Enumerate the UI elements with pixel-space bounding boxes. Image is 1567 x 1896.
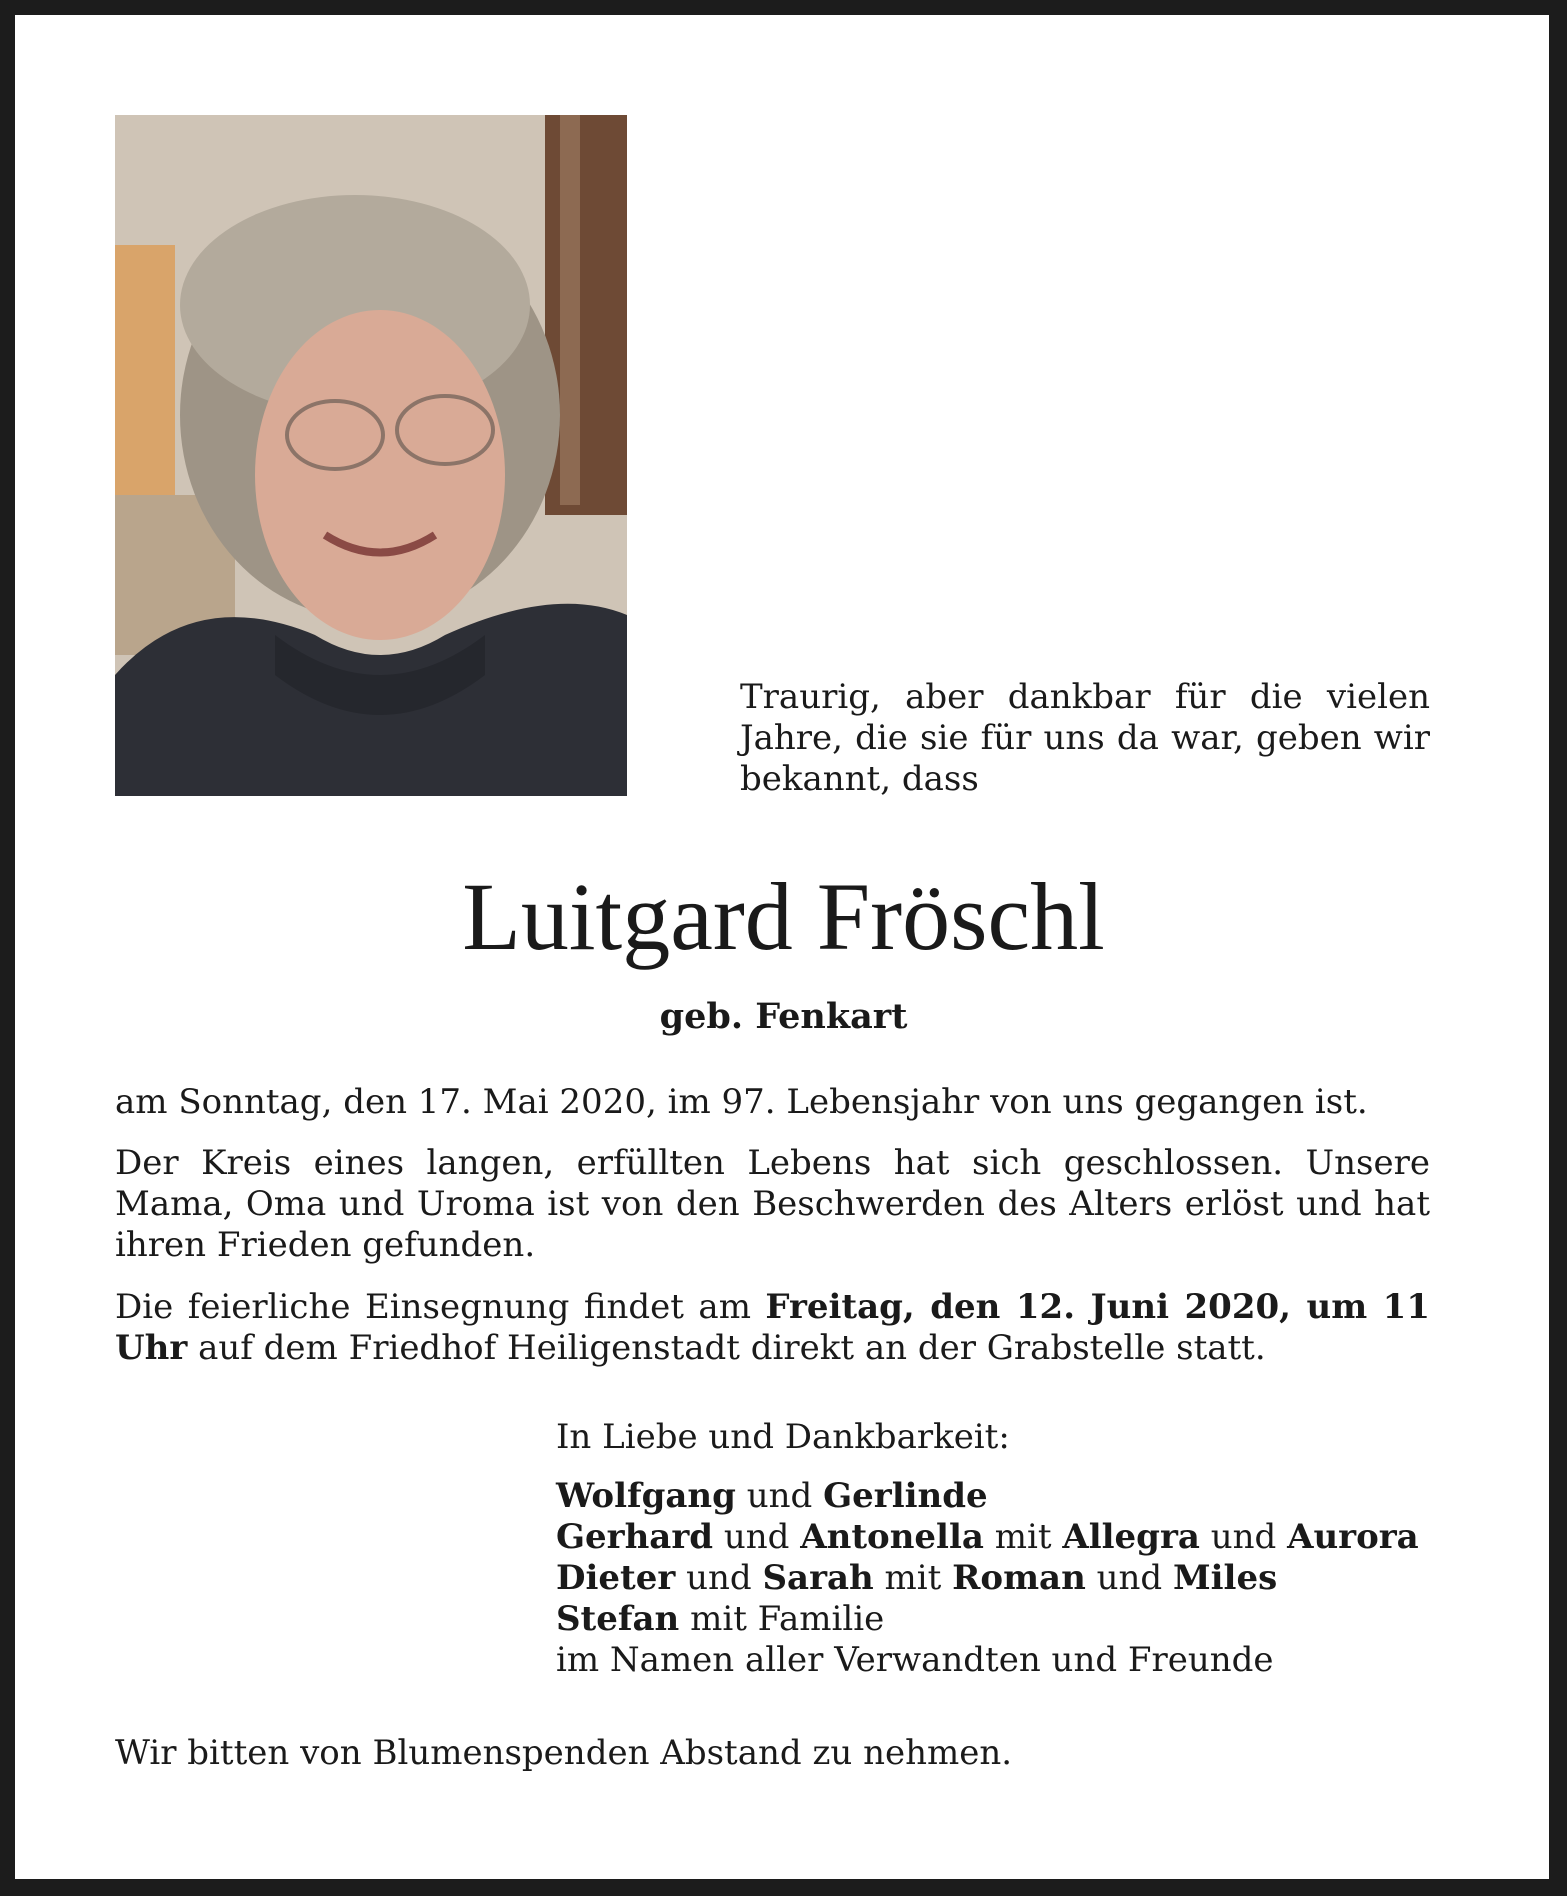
mourner-name: Dieter <box>556 1558 676 1598</box>
maiden-name: geb. Fenkart <box>659 996 908 1037</box>
mourner-name: Miles <box>1173 1558 1278 1598</box>
mourners-line <box>556 1476 1456 1517</box>
mourner-name: Aurora <box>1287 1517 1419 1557</box>
portrait-photo <box>115 115 627 796</box>
connector: und <box>1199 1517 1288 1557</box>
funeral-date-time: Freitag, den 12. Juni 2020, um 11 Uhr <box>115 1287 1430 1368</box>
funeral-paragraph <box>115 1287 1430 1369</box>
mourner-name: Antonella <box>800 1517 984 1557</box>
mourner-name: Stefan <box>556 1599 680 1639</box>
connector: mit <box>983 1517 1063 1557</box>
deceased-name: Luitgard Fröschl <box>462 863 1105 970</box>
life-paragraph: Der Kreis eines langen, erfüllten Lebens hat sich geschlossen. Unsere Mama, Oma und Uroma ist von den Beschwerden des Alters erlöst und hat ihren Frieden gefunden. <box>115 1143 1430 1265</box>
mourners-line <box>556 1599 1456 1640</box>
mourner-name: Roman <box>952 1558 1086 1598</box>
connector: mit Familie <box>679 1599 885 1639</box>
funeral-location: auf dem Friedhof Heiligenstadt direkt an der Grabstelle statt. <box>187 1328 1266 1368</box>
mourner-name: Allegra <box>1062 1517 1200 1557</box>
death-notice-line: am Sonntag, den 17. Mai 2020, im 97. Lebensjahr von uns gegangen ist. <box>115 1082 1368 1122</box>
connector: und <box>1085 1558 1173 1598</box>
mourners-list <box>556 1476 1456 1681</box>
mourner-name: Wolfgang <box>556 1476 736 1516</box>
connector: mit <box>873 1558 953 1598</box>
mourner-name: Gerlinde <box>823 1476 988 1516</box>
mourners-line: im Namen aller Verwandten und Freunde <box>556 1640 1274 1680</box>
mourners-line <box>556 1558 1456 1599</box>
signoff: In Liebe und Dankbarkeit: <box>556 1417 1010 1457</box>
funeral-prefix: Die feierliche Einsegnung findet am <box>115 1287 766 1327</box>
connector: und <box>713 1517 801 1557</box>
intro-text: Traurig, aber dankbar für die vielen Jahre, die sie für uns da war, geben wir bekannt, dass <box>740 677 1430 799</box>
mourners-line <box>556 1517 1456 1558</box>
mourner-name: Gerhard <box>556 1517 714 1557</box>
mourner-name: Sarah <box>762 1558 874 1598</box>
portrait-image <box>115 115 627 796</box>
connector: und <box>675 1558 763 1598</box>
closing-note: Wir bitten von Blumenspenden Abstand zu nehmen. <box>115 1733 1013 1773</box>
connector: und <box>735 1476 824 1516</box>
